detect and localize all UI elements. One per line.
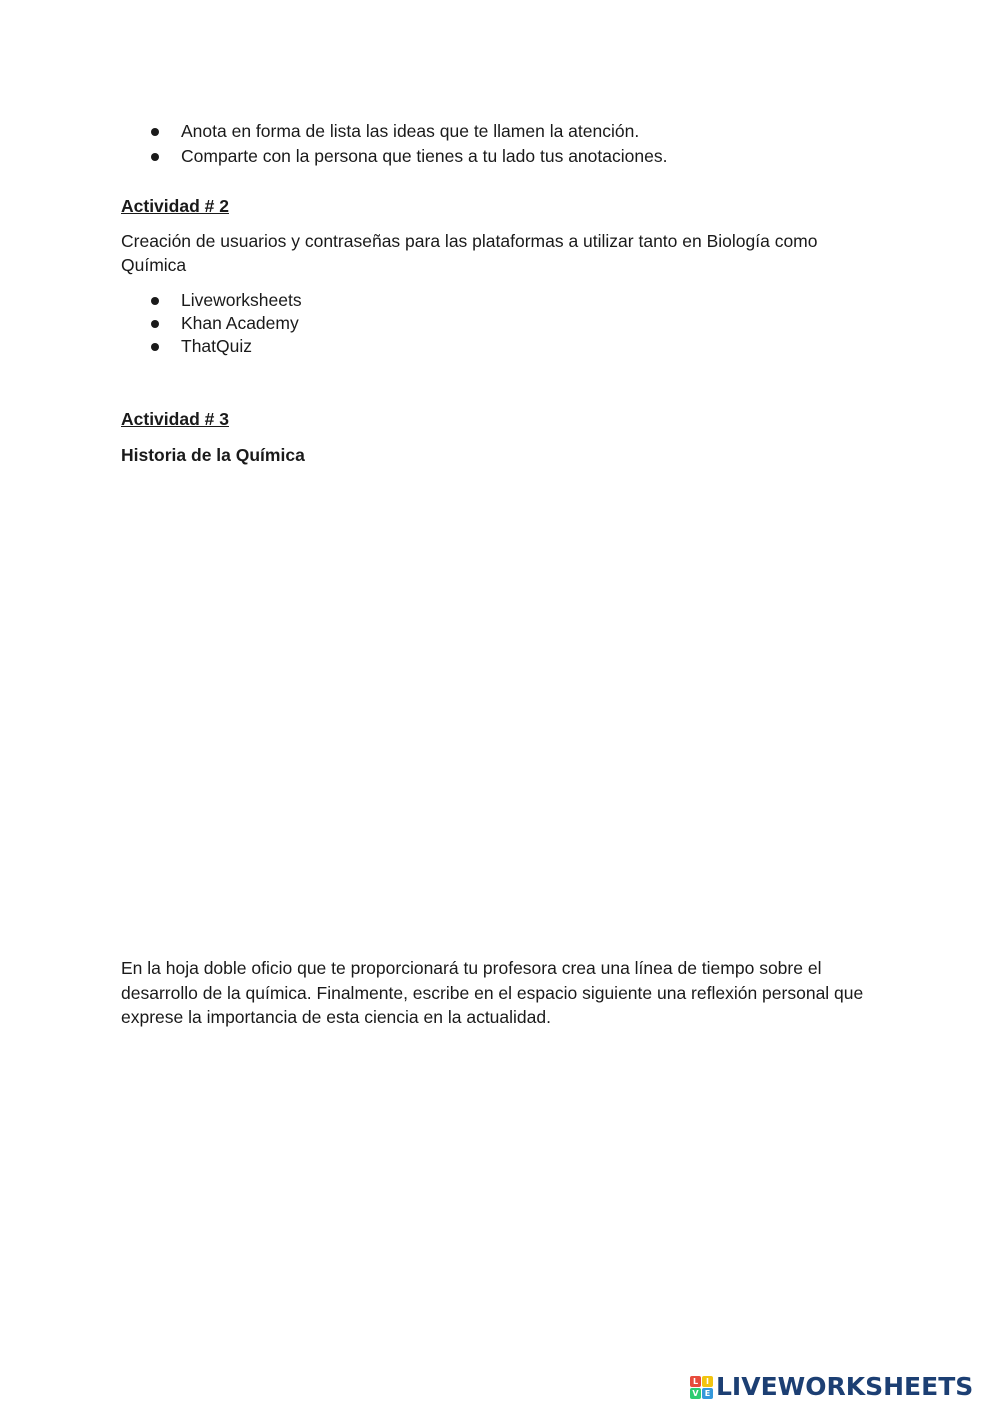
list-item (150, 312, 302, 335)
list-item (150, 145, 667, 168)
list-item-text: Khan Academy (181, 313, 299, 333)
list-item (150, 289, 302, 312)
logo-mark-icon (690, 1376, 713, 1399)
list-item-text: Liveworksheets (181, 290, 302, 310)
reflection-space (121, 1040, 881, 1340)
list-item (150, 120, 667, 143)
logo-mark-letter: E (702, 1388, 713, 1399)
logo-mark-letter: I (702, 1376, 713, 1387)
activity-2-description: Creación de usuarios y contraseñas para las plataformas a utilizar tanto en Biología como Química (121, 231, 818, 275)
activity-2-heading: Actividad # 2 (121, 196, 229, 216)
blank-space (121, 480, 881, 945)
logo-mark-letter: L (690, 1376, 701, 1387)
activity-3-subtitle: Historia de la Química (121, 445, 305, 465)
activity-3-instructions: En la hoja doble oficio que te proporcionará tu profesora crea una línea de tiempo sobre el desarrollo de la química. Finalmente, escribe en el espacio siguiente una reflexión personal que exprese la importancia de esta ciencia en la actualidad. (121, 958, 864, 1027)
liveworksheets-logo (690, 1370, 973, 1404)
list-item (150, 335, 302, 358)
platform-list (150, 289, 302, 358)
list-item-text: Comparte con la persona que tienes a tu lado tus anotaciones. (181, 146, 668, 166)
bullet-icon (151, 320, 159, 328)
list-item-text: ThatQuiz (181, 336, 252, 356)
list-item-text: Anota en forma de lista las ideas que te llamen la atención. (181, 121, 640, 141)
activity-3-heading: Actividad # 3 (121, 409, 229, 429)
bullet-icon (151, 343, 159, 351)
bullet-icon (151, 128, 159, 136)
logo-wordmark: LIVEWORKSHEETS (716, 1372, 974, 1401)
bullet-icon (151, 153, 159, 161)
bullet-icon (151, 297, 159, 305)
intro-bullet-list (150, 120, 667, 168)
logo-mark-letter: V (690, 1388, 701, 1399)
